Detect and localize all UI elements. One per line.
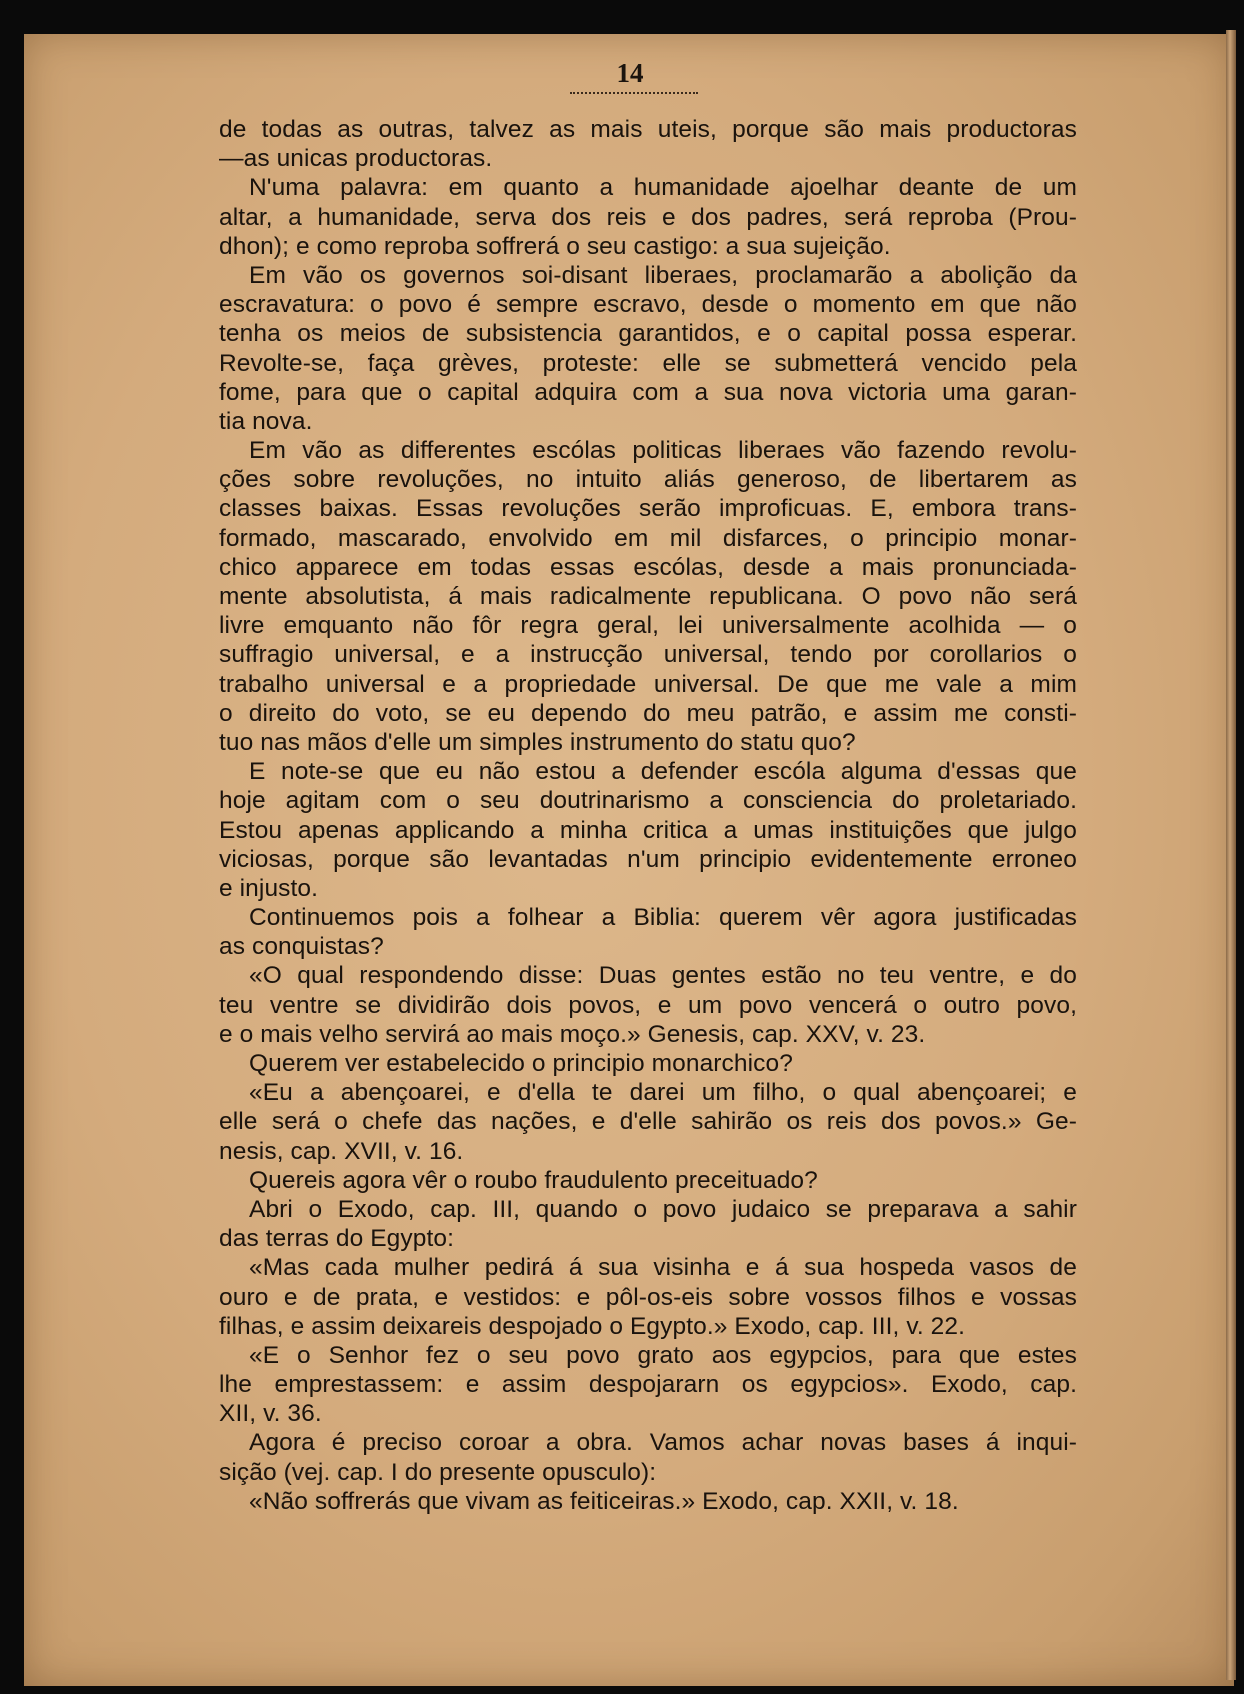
text-line: nesis, cap. XVII, v. 16. <box>219 1137 464 1165</box>
text-line: dhon); e como reproba soffrerá o seu castigo: a sua sujeição. <box>219 232 891 260</box>
text-line: as conquistas? <box>219 933 384 961</box>
header-rule <box>570 92 698 94</box>
text-line: de todas as outras, talvez as mais uteis, porque são mais productoras <box>219 116 1077 143</box>
text-line: lhe emprestassem: e assim despojararn os egypcios». Exodo, cap. <box>219 1371 1077 1399</box>
text-line: Em vão os governos soi-disant liberaes, proclamarão a abolição da <box>249 261 1077 289</box>
text-line: mente absolutista, á mais radicalmente republicana. O povo não será <box>219 583 1077 610</box>
text-line: altar, a humanidade, serva dos reis e dos padres, será reproba (Prou- <box>219 203 1077 231</box>
text-line: suffragio universal, e a instrucção universal, tendo por corollarios o <box>219 641 1077 669</box>
text-line: hoje agitam com o seu doutrinarismo a consciencia do proletariado. <box>219 787 1077 815</box>
text-line: trabalho universal e a propriedade universal. De que me vale a mim <box>219 670 1077 698</box>
text-line: Agora é preciso coroar a obra. Vamos achar novas bases á inqui- <box>249 1429 1077 1457</box>
text-line: Estou apenas applicando a minha critica a umas instituições que julgo <box>219 816 1077 844</box>
text-line: tenha os meios de subsistencia garantidos, e o capital possa esperar. <box>219 320 1077 348</box>
text-line: sição (vej. cap. I do presente opusculo): <box>219 1458 657 1486</box>
text-line: o direito do voto, se eu dependo do meu patrão, e assim me consti- <box>219 699 1077 727</box>
text-line: tia nova. <box>219 407 313 435</box>
text-line: «O qual respondendo disse: Duas gentes estão no teu ventre, e do <box>249 962 1077 990</box>
text-line: ouro e de prata, e vestidos: e pôl-os-eis sobre vossos filhos e vossas <box>219 1283 1077 1311</box>
text-line: teu ventre se dividirão dois povos, e um povo vencerá o outro povo, <box>219 991 1077 1019</box>
text-line: «Não soffrerás que vivam as feiticeiras.» Exodo, cap. XXII, v. 18. <box>249 1487 959 1515</box>
text-line: formado, mascarado, envolvido em mil disfarces, o principio monar- <box>219 524 1077 552</box>
text-line: fome, para que o capital adquira com a sua nova victoria uma garan- <box>219 378 1077 406</box>
body-text <box>219 115 1077 1516</box>
text-line: Quereis agora vêr o roubo fraudulento preceituado? <box>249 1166 818 1194</box>
text-line: e injusto. <box>219 874 319 902</box>
text-line: E note-se que eu não estou a defender escóla alguma d'essas que <box>249 758 1077 786</box>
text-line: classes baixas. Essas revoluções serão improficuas. E, embora trans- <box>219 495 1077 523</box>
text-line: chico apparece em todas essas escólas, desde a mais pronunciada- <box>219 553 1077 581</box>
text-line: viciosas, porque são levantadas n'um principio evidentemente erroneo <box>219 845 1077 873</box>
text-line: tuo nas mãos d'elle um simples instrumento do statu quo? <box>219 728 856 756</box>
text-line: —as unicas productoras. <box>219 145 493 173</box>
text-line: XII, v. 36. <box>219 1400 322 1428</box>
text-line: das terras do Egypto: <box>219 1225 454 1253</box>
text-line: «Eu a abençoarei, e d'ella te darei um filho, o qual abençoarei; e <box>249 1079 1077 1107</box>
text-line: N'uma palavra: em quanto a humanidade ajoelhar deante de um <box>249 174 1077 202</box>
text-line: e o mais velho servirá ao mais moço.» Genesis, cap. XXV, v. 23. <box>219 1020 926 1048</box>
page-edge <box>1226 30 1236 1680</box>
text-line: ções sobre revoluções, no intuito aliás generoso, de libertarem as <box>219 466 1077 494</box>
text-line: Continuemos pois a folhear a Biblia: querem vêr agora justificadas <box>249 904 1077 932</box>
text-line: filhas, e assim deixareis despojado o Egypto.» Exodo, cap. III, v. 22. <box>219 1312 966 1340</box>
text-line: «Mas cada mulher pedirá á sua visinha e á sua hospeda vasos de <box>249 1254 1077 1282</box>
text-line: livre emquanto não fôr regra geral, lei universalmente acolhida — o <box>219 612 1077 640</box>
text-line: Querem ver estabelecido o principio monarchico? <box>249 1050 793 1077</box>
text-line: Em vão as differentes escólas politicas liberaes vão fazendo revolu- <box>249 437 1077 465</box>
text-line: escravatura: o povo é sempre escravo, desde o momento em que não <box>219 291 1077 319</box>
page-number: 14 <box>616 58 644 88</box>
text-line: Revolte-se, faça grèves, proteste: elle se submetterá vencido pela <box>219 349 1077 377</box>
text-line: Abri o Exodo, cap. III, quando o povo judaico se preparava a sahir <box>249 1195 1077 1223</box>
text-line: «E o Senhor fez o seu povo grato aos egypcios, para que estes <box>249 1341 1077 1369</box>
text-line: elle será o chefe das nações, e d'elle sahirão os reis dos povos.» Ge- <box>219 1108 1077 1136</box>
